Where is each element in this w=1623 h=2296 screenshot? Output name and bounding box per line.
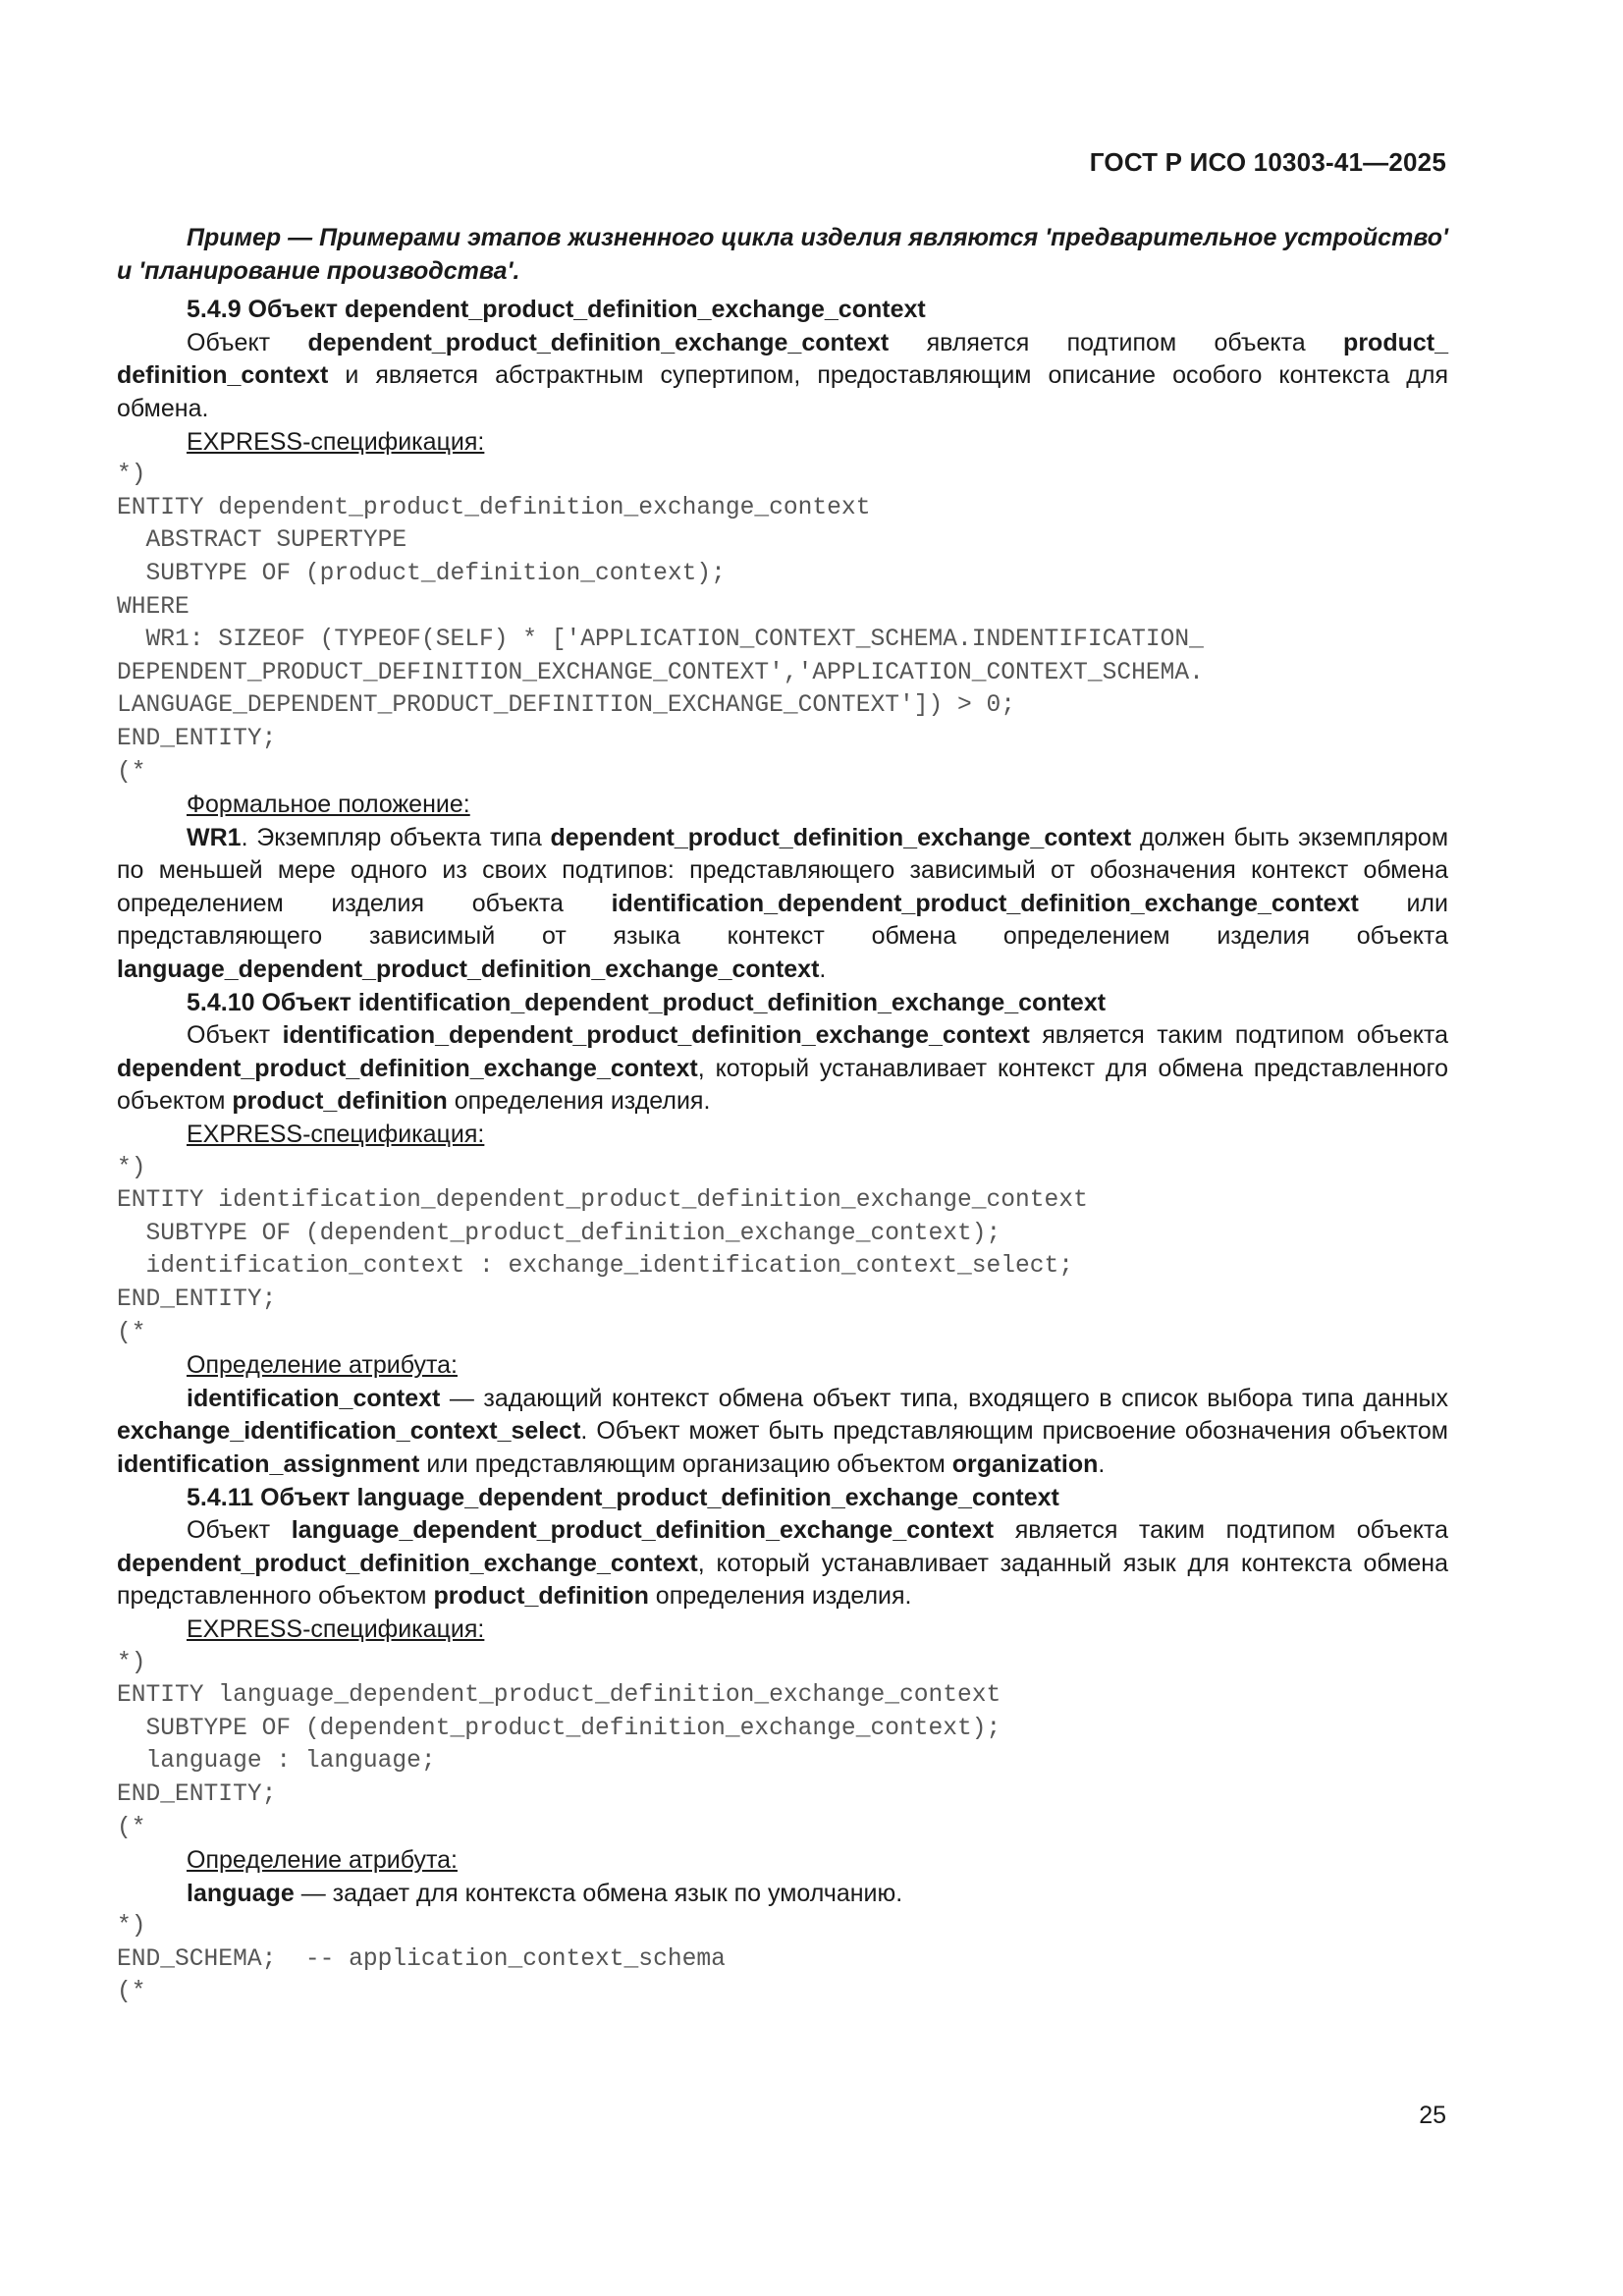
section-5-4-11-title: 5.4.11 Объект language_dependent_product_definition_exchange_context <box>187 1483 1059 1511</box>
comment-open-marker: (* <box>117 1979 146 2006</box>
express-code-line: WHERE <box>117 593 189 621</box>
express-code-line: identification_context : exchange_identification_context_select; <box>117 1253 1074 1281</box>
comment-close-marker: *) <box>117 1913 146 1941</box>
express-code-line: SUBTYPE OF (product_definition_context); <box>117 560 726 587</box>
comment-open-marker: (* <box>117 1814 146 1841</box>
express-code-line: WR1: SIZEOF (TYPEOF(SELF) * ['APPLICATION_CONTEXT_SCHEMA.INDENTIFICATION_ <box>117 627 1204 654</box>
page-number: 25 <box>1419 2102 1446 2129</box>
comment-close-marker: *) <box>117 1154 146 1181</box>
section-5-4-9-title: 5.4.9 Объект dependent_product_definition_exchange_context <box>187 296 926 324</box>
document-id-header: ГОСТ Р ИСО 10303-41—2025 <box>1089 147 1446 177</box>
section-5-4-10-description: Объект identification_dependent_product_definition_exchange_context является таким подтипом объекта dependent_product_definition_exchange_context, который устанавливает контекст для обмена представленного объектом product_definition определения изделия. <box>117 1021 1449 1116</box>
express-code-line: ENTITY dependent_product_definition_exchange_context <box>117 494 871 521</box>
section-5-4-10-title: 5.4.10 Объект identification_dependent_product_definition_exchange_context <box>187 988 1107 1016</box>
comment-open-marker: (* <box>117 1319 146 1346</box>
attribute-definition-label: Определение атрибута: <box>187 1351 458 1380</box>
express-spec-label: EXPRESS-спецификация: <box>187 1614 485 1643</box>
comment-open-marker: (* <box>117 758 146 786</box>
express-code-line: SUBTYPE OF (dependent_product_definition_exchange_context); <box>117 1715 1001 1742</box>
express-code-line: LANGUAGE_DEPENDENT_PRODUCT_DEFINITION_EXCHANGE_CONTEXT']) > 0; <box>117 692 1016 720</box>
page-content <box>117 222 1448 2009</box>
express-code-line: ENTITY identification_dependent_product_definition_exchange_context <box>117 1187 1088 1215</box>
express-code-line: language : language; <box>117 1748 436 1776</box>
example-note: Пример — Примерами этапов жизненного цикла изделия являются 'предварительное устройство' и 'планирование производства'. <box>117 224 1448 285</box>
formal-proposition-label: Формальное положение: <box>187 791 470 819</box>
express-code-line: END_ENTITY; <box>117 1780 277 1808</box>
comment-close-marker: *) <box>117 1649 146 1676</box>
section-5-4-9-description: Объект dependent_product_definition_exchange_context является подтипом объекта product_​definition_context и является абстрактным супертипом, предоставляющим описание особого контекста для обмена. <box>117 328 1448 422</box>
attribute-definition-label: Определение атрибута: <box>187 1846 458 1875</box>
express-code-line: DEPENDENT_PRODUCT_DEFINITION_EXCHANGE_CONTEXT','APPLICATION_CONTEXT_SCHEMA. <box>117 659 1204 686</box>
express-spec-label: EXPRESS-спецификация: <box>187 1121 485 1149</box>
express-code-line: END_ENTITY; <box>117 1286 277 1313</box>
comment-close-marker: *) <box>117 462 146 489</box>
express-code-line: ABSTRACT SUPERTYPE <box>117 527 407 555</box>
wr1-description: WR1. Экземпляр объекта типа dependent_product_definition_exchange_context должен быть экземпляром по меньшей мере одного из своих подтипов: представляющего зависимый от обозначения контекст обмена определением изделия объекта identification_dependent_product_definition_​exchange_context или представляющего зависимый от языка контекст обмена определением изделия объекта language_dependent_product_definition_exchange_context. <box>117 823 1449 984</box>
end-schema-line: END_SCHEMA; -- application_context_schema <box>117 1945 726 1973</box>
section-5-4-11-description: Объект language_dependent_product_definition_exchange_context является таким подтипом объекта dependent_product_definition_exchange_context, который устанавливает заданный язык для контекста обмена представленного объектом product_definition определения изделия. <box>117 1516 1448 1611</box>
express-code-line: END_ENTITY; <box>117 725 277 752</box>
attribute-definition-identification-context: identification_context — задающий контекст обмена объект типа, входящего в список выбора типа данных exchange_identification_context_select. Объект может быть представляющим присвоение обозначения объектом identification_assignment или представляющим организацию объектом organization. <box>117 1384 1448 1478</box>
express-code-line: SUBTYPE OF (dependent_product_definition_exchange_context); <box>117 1220 1001 1247</box>
express-code-line: ENTITY language_dependent_product_definition_exchange_context <box>117 1682 1001 1710</box>
express-spec-label: EXPRESS-спецификация: <box>187 427 485 456</box>
attribute-definition-language: language — задает для контекста обмена язык по умолчанию. <box>187 1879 903 1907</box>
